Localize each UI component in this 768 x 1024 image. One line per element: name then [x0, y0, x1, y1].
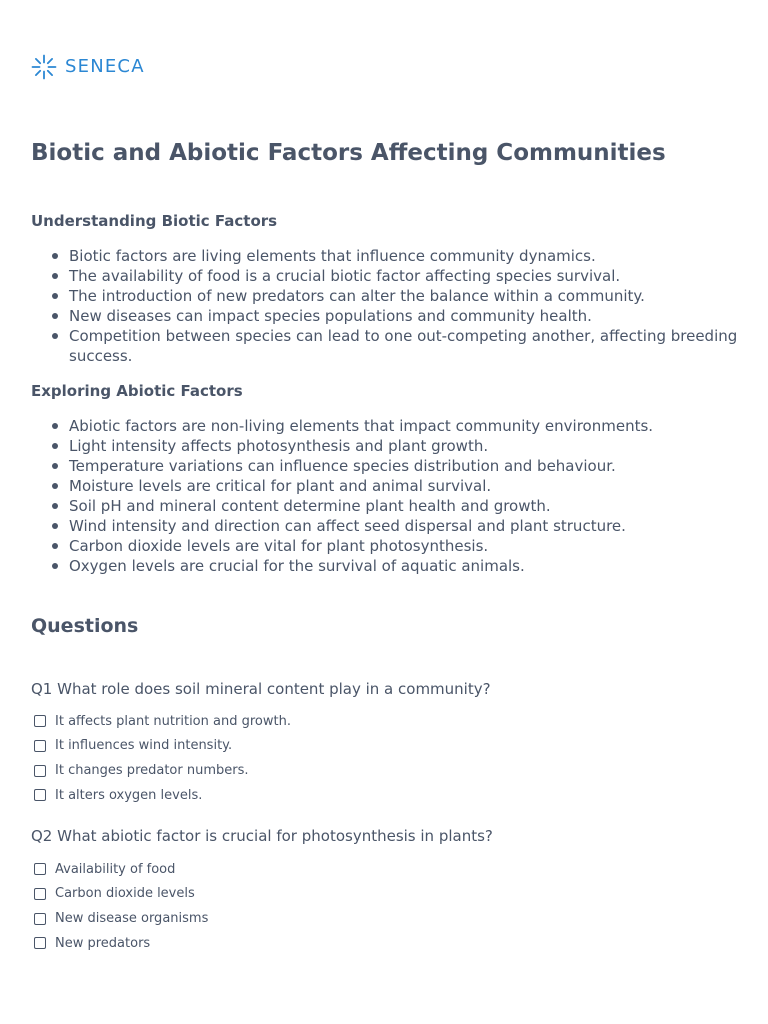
list-item: Carbon dioxide levels are vital for plant photosynthesis. — [69, 536, 768, 556]
list-item: Wind intensity and direction can affect seed dispersal and plant structure. — [69, 516, 768, 536]
list-item: Abiotic factors are non-living elements that impact community environments. — [69, 416, 768, 436]
option-label: New predators — [55, 935, 151, 951]
list-item: Temperature variations can influence species distribution and behaviour. — [69, 456, 768, 476]
section-heading-abiotic: Exploring Abiotic Factors — [31, 382, 243, 400]
list-item: New diseases can impact species populations and community health. — [69, 306, 768, 326]
question-1: Q1 What role does soil mineral content play in a community? — [31, 680, 491, 698]
answer-option[interactable] — [34, 909, 208, 929]
answer-option[interactable] — [34, 933, 208, 953]
checkbox[interactable] — [34, 789, 46, 801]
seneca-logo — [31, 54, 145, 80]
section-heading-biotic: Understanding Biotic Factors — [31, 212, 278, 230]
option-label: Carbon dioxide levels — [55, 886, 195, 902]
answer-option[interactable] — [34, 736, 291, 756]
answer-option[interactable] — [34, 711, 291, 731]
checkbox[interactable] — [34, 715, 46, 727]
list-item: Light intensity affects photosynthesis and plant growth. — [69, 436, 768, 456]
checkbox[interactable] — [34, 913, 46, 925]
option-label: It alters oxygen levels. — [55, 787, 203, 803]
checkbox[interactable] — [34, 863, 46, 875]
option-label: It affects plant nutrition and growth. — [55, 713, 291, 729]
checkbox[interactable] — [34, 888, 46, 900]
question-1-options — [34, 711, 291, 810]
checkbox[interactable] — [34, 765, 46, 777]
option-label: It influences wind intensity. — [55, 738, 233, 754]
answer-option[interactable] — [34, 859, 208, 879]
seneca-starburst-icon — [31, 54, 57, 80]
question-2-options — [34, 859, 208, 958]
list-item: Oxygen levels are crucial for the survival of aquatic animals. — [69, 556, 768, 576]
biotic-factors-list — [31, 246, 768, 366]
option-label: It changes predator numbers. — [55, 763, 249, 779]
logo-text: SENECA — [65, 56, 145, 77]
checkbox[interactable] — [34, 937, 46, 949]
abiotic-factors-list — [31, 416, 768, 576]
answer-option[interactable] — [34, 761, 291, 781]
option-label: Availability of food — [55, 861, 176, 877]
list-item: The availability of food is a crucial biotic factor affecting species survival. — [69, 266, 768, 286]
question-2: Q2 What abiotic factor is crucial for photosynthesis in plants? — [31, 827, 493, 845]
page-title: Biotic and Abiotic Factors Affecting Communities — [31, 140, 666, 166]
list-item: Competition between species can lead to one out-competing another, affecting breeding success. — [69, 326, 768, 366]
option-label: New disease organisms — [55, 911, 209, 927]
list-item: Biotic factors are living elements that influence community dynamics. — [69, 246, 768, 266]
list-item: The introduction of new predators can alter the balance within a community. — [69, 286, 768, 306]
answer-option[interactable] — [34, 884, 208, 904]
checkbox[interactable] — [34, 740, 46, 752]
answer-option[interactable] — [34, 785, 291, 805]
list-item: Soil pH and mineral content determine plant health and growth. — [69, 496, 768, 516]
list-item: Moisture levels are critical for plant and animal survival. — [69, 476, 768, 496]
questions-heading: Questions — [31, 615, 139, 637]
